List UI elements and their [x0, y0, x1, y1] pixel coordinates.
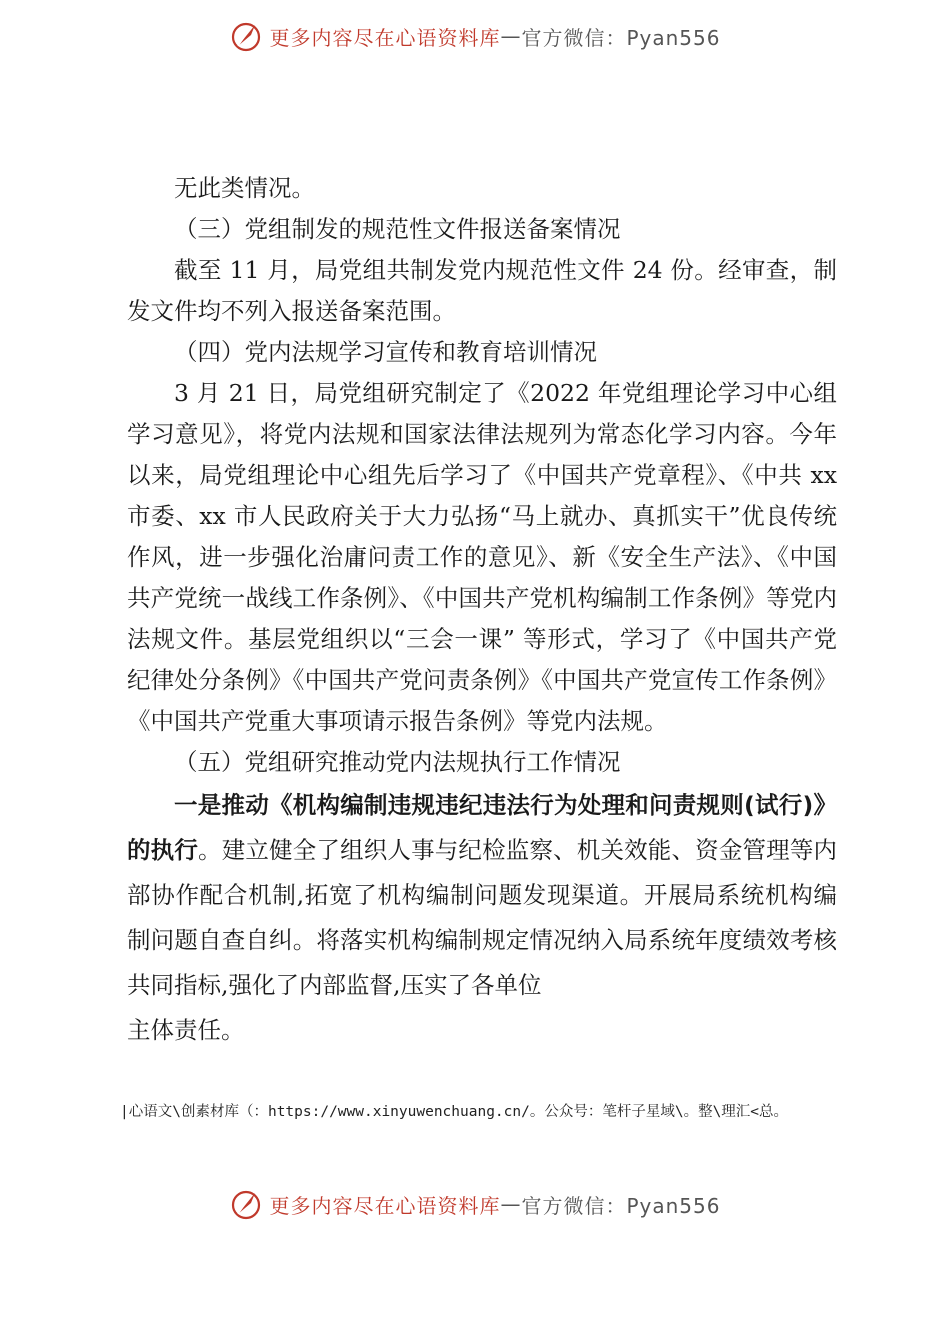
banner-separator: — — [500, 24, 522, 48]
banner-main-text: 更多内容尽在心语资料库 — [269, 1193, 501, 1218]
banner-contact-text: 官方微信：Pyan556 — [521, 25, 721, 50]
source-note: |心语文\创素材库（：https://www.xinyuwenchuang.cn/。公众号：笔杆子星域\。整\理汇<总。 — [120, 1104, 789, 1120]
paragraph-execution-body: 。建立健全了组织人事与纪检监察、机关效能、资金管理等内部协作配合机制,拓宽了机构编制问题发现渠道。开展局系统机构编制问题自查自纠。将落实机构编制规定情况纳入局系统年度绩效考核共同指标,强化了内部监督,压实了各单位 — [127, 836, 838, 999]
paragraph-filing: 截至 11 月，局党组共制发党内规范性文件 24 份。经审查，制发文件均不列入报送备案范围。 — [127, 256, 837, 325]
banner-main-text: 更多内容尽在心语资料库 — [269, 25, 501, 50]
top-banner — [0, 14, 950, 58]
quill-circle-logo-icon — [229, 1187, 263, 1221]
document-body — [127, 168, 837, 1053]
banner-contact-text: 官方微信：Pyan556 — [521, 1193, 721, 1218]
section-heading-4: （四）党内法规学习宣传和教育培训情况 — [174, 338, 597, 366]
quill-circle-logo-icon — [229, 19, 263, 53]
paragraph-execution-end: 主体责任。 — [127, 1016, 245, 1044]
section-heading-3: （三）党组制发的规范性文件报送备案情况 — [174, 215, 621, 243]
paragraph-no-such-case: 无此类情况。 — [174, 174, 315, 202]
banner-separator: — — [500, 1192, 522, 1216]
paragraph-execution-lead: 一是推动《机构编制违规违纪违法行为处理和问责规则(试行)》的执行 — [127, 791, 837, 864]
paragraph-execution — [127, 783, 837, 1008]
bottom-banner — [0, 1182, 950, 1226]
section-heading-5: （五）党组研究推动党内法规执行工作情况 — [174, 748, 621, 776]
paragraph-study: 3 月 21 日，局党组研究制定了《2022 年党组理论学习中心组学习意见》，将党内法规和国家法律法规列为常态化学习内容。今年以来，局党组理论中心组先后学习了《中国共产党章程》、《中共 xx 市委、xx 市人民政府关于大力弘扬“马上就办、真抓实干”优良传统作风，进一步强化治庸问责工作的意见》、新《安全生产法》、《中国共产党统一战线工作条例》、《中国共产党机构编制工作条例》等党内法规文件。基层党组织以“三会一课” 等形式，学习了《中国共产党纪律处分条例》《中国共产党问责条例》《中国共产党宣传工作条例》《中国共产党重大事项请示报告条例》等党内法规。 — [127, 379, 837, 735]
